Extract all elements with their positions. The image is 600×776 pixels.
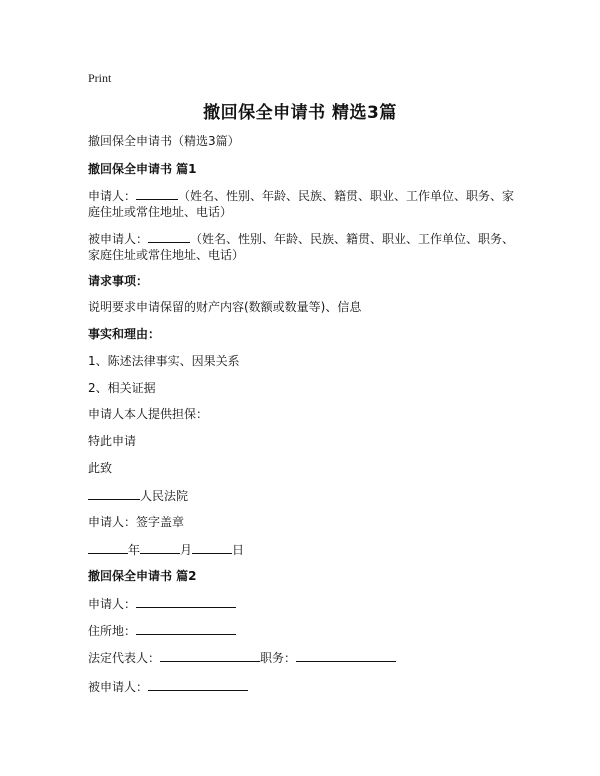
day-label: 日	[232, 543, 245, 557]
s2-applicant-label: 申请人：	[88, 597, 137, 611]
signature-line: 申请人：签字盖章	[88, 515, 185, 529]
facts-item-2: 2、相关证据	[88, 381, 156, 395]
applicant-description-cont: 庭住址或常住地址、电话）	[88, 205, 233, 219]
closing-regards: 此致	[88, 461, 113, 475]
s2-applicant-blank	[136, 594, 236, 608]
month-blank	[140, 540, 180, 554]
applicant-label: 申请人：	[88, 189, 137, 203]
year-blank	[88, 540, 128, 554]
guarantee-text: 申请人本人提供担保：	[88, 407, 209, 421]
date-line	[88, 540, 244, 560]
s2-position-blank	[296, 648, 396, 662]
respondent-label: 被申请人：	[88, 232, 149, 246]
applicant-blank	[136, 186, 178, 200]
s2-address-line	[88, 621, 236, 641]
year-label: 年	[128, 543, 141, 557]
section2-heading: 撤回保全申请书 篇2	[88, 569, 197, 583]
respondent-description-cont: 家庭住址或常住地址、电话）	[88, 248, 245, 262]
request-text: 说明要求申请保留的财产内容(数额或数量等)、信息	[88, 300, 362, 314]
s2-legal-rep-label: 法定代表人：	[88, 651, 161, 665]
s2-respondent-blank	[148, 677, 248, 691]
s2-legal-rep-blank	[160, 648, 260, 662]
section1-heading: 撤回保全申请书 篇1	[88, 162, 197, 176]
respondent-blank	[148, 229, 190, 243]
s2-position-label: 职务：	[260, 651, 297, 665]
month-label: 月	[180, 543, 193, 557]
facts-item-1: 1、陈述法律事实、因果关系	[88, 354, 240, 368]
court-blank	[88, 486, 140, 500]
s2-respondent-line	[88, 677, 248, 697]
s2-address-blank	[136, 621, 236, 635]
closing-apply: 特此申请	[88, 434, 137, 448]
facts-heading: 事实和理由：	[88, 327, 161, 341]
document-subtitle: 撤回保全申请书（精选3篇）	[88, 134, 240, 148]
court-suffix: 人民法院	[140, 489, 189, 503]
s2-address-label: 住所地：	[88, 624, 137, 638]
applicant-description: （姓名、性别、年龄、民族、籍贯、职业、工作单位、职务、家	[178, 189, 515, 203]
day-blank	[192, 540, 232, 554]
court-line	[88, 486, 188, 506]
print-link[interactable]: Print	[88, 71, 112, 85]
s2-legal-rep-line	[88, 648, 396, 668]
document-title: 撤回保全申请书 精选3篇	[203, 103, 397, 123]
s2-respondent-label: 被申请人：	[88, 680, 149, 694]
s2-applicant-line	[88, 594, 236, 614]
request-heading: 请求事项：	[88, 274, 149, 288]
respondent-description: （姓名、性别、年龄、民族、籍贯、职业、工作单位、职务、	[190, 232, 515, 246]
